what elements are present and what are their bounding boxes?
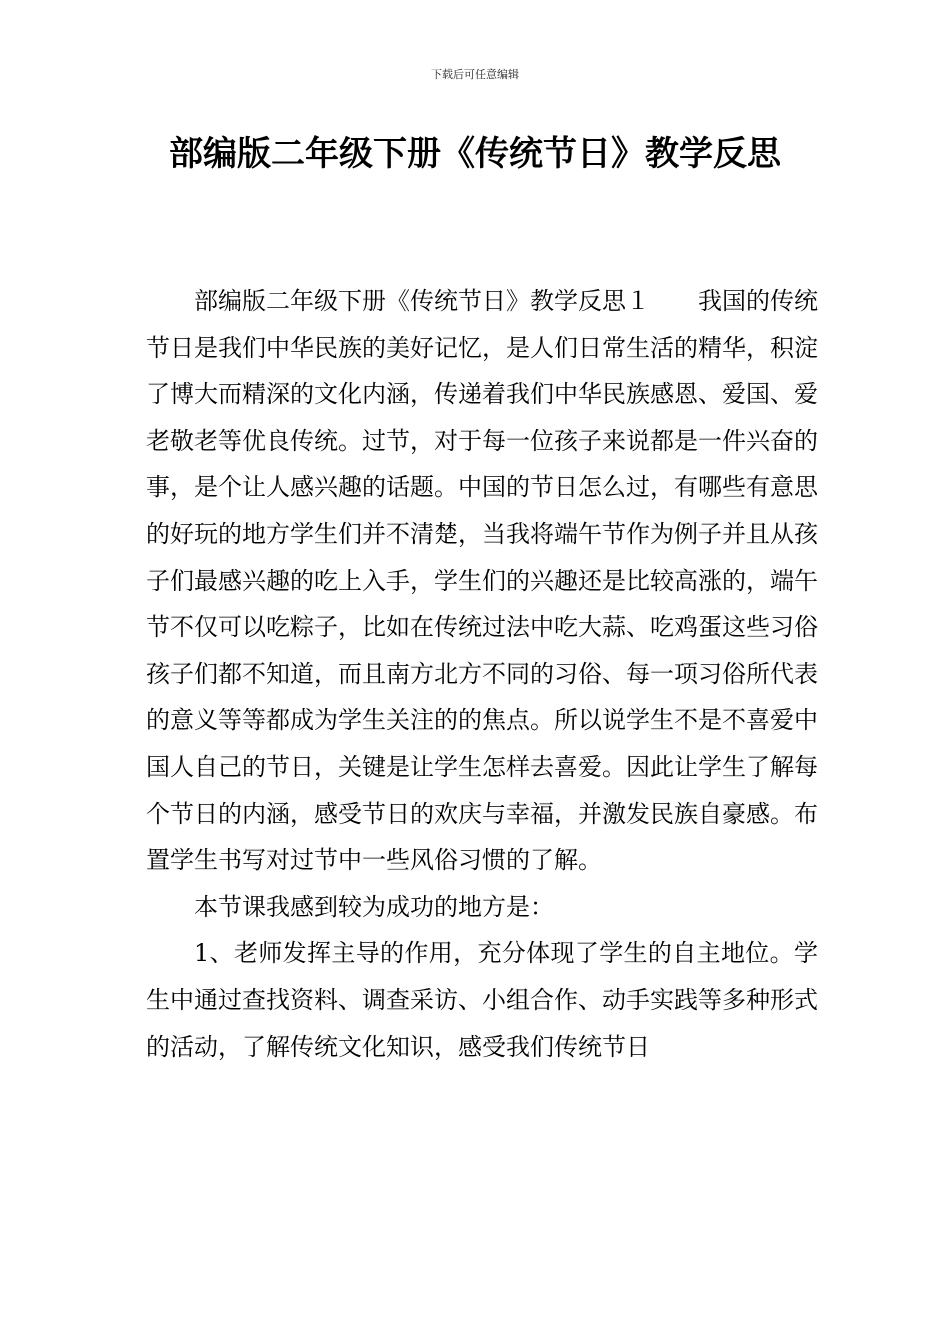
paragraph-success-heading: 本节课我感到较为成功的地方是： [194, 892, 554, 921]
document-body [146, 278, 818, 1070]
document-title: 部编版二年级下册《传统节日》教学反思 [169, 134, 781, 174]
header-note: 下载后可任意编辑 [431, 68, 519, 81]
paragraph-point-1: 1、老师发挥主导的作用，充分体现了学生的自主地位。学生中通过查找资料、调查采访、小组合作、动手实践等多种形式的活动，了解传统文化知识，感受我们传统节日 [146, 939, 818, 1061]
paragraph-intro: 部编版二年级下册《传统节日》教学反思１ 我国的传统节日是我们中华民族的美好记忆，是人们日常生活的精华，积淀了博大而精深的文化内涵，传递着我们中华民族感恩、爱国、爱老敬老等优良传统。过节，对于每一位孩子来说都是一件兴奋的事，是个让人感兴趣的话题。中国的节日怎么过，有哪些有意思的好玩的地方学生们并不清楚，当我将端午节作为例子并且从孩子们最感兴趣的吃上入手，学生们的兴趣还是比较高涨的，端午节不仅可以吃粽子，比如在传统过法中吃大蒜、吃鸡蛋这些习俗孩子们都不知道，而且南方北方不同的习俗、每一项习俗所代表的意义等等都成为学生关注的的焦点。所以说学生不是不喜爱中国人自己的节日，关键是让学生怎样去喜爱。因此让学生了解每个节日的内涵，感受节日的欢庆与幸福，并激发民族自豪感。布置学生书写对过节中一些风俗习惯的了解。 [146, 287, 818, 875]
